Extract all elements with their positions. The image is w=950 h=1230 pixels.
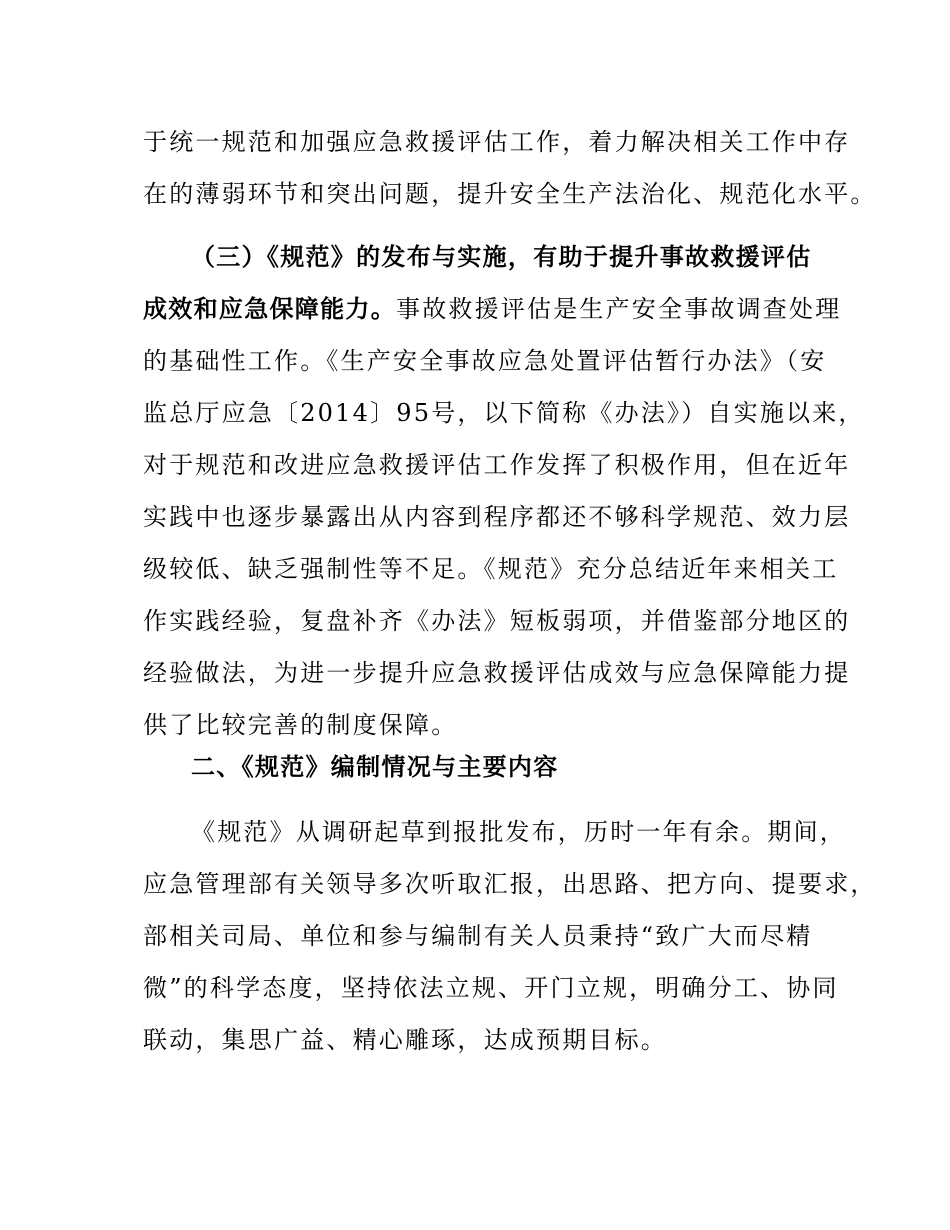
paragraph-line: 监总厅应急〔2014〕95号，以下简称《办法》）自实施以来， [143,399,865,427]
paragraph-line: 部相关司局、单位和参与编制有关人员秉持“致广大而尽精 [143,922,813,950]
paragraph-line: 经验做法，为进一步提升应急救援评估成效与应急保障能力提 [143,659,851,687]
section-heading [143,741,823,793]
paragraph-line: 微”的科学态度，坚持依法立规、开门立规，明确分工、协同 [143,974,839,1002]
paragraph-line: 作实践经验，复盘补齐《办法》短板弱项，并借鉴部分地区的 [143,607,851,635]
paragraph-line: 《规范》从调研起草到报批发布，历时一年有余。期间， [191,818,846,846]
section-two-heading: 二、《规范》编制情况与主要内容 [191,753,559,781]
paragraph-line: 供了比较完善的制度保障。 [143,711,458,739]
paragraph-text: 事故救援评估是生产安全事故调查处理 [396,295,842,323]
paragraph-continuation [143,116,877,220]
section-three-title-end: 成效和应急保障能力。 [143,295,396,323]
paragraph-line: 实践中也逐步暴露出从内容到程序都还不够科学规范、效力层 [143,503,851,531]
paragraph-line: 对于规范和改进应急救援评估工作发挥了积极作用，但在近年 [143,451,851,479]
paragraph-line: 联动，集思广益、精心雕琢，达成预期目标。 [143,1026,667,1054]
paragraph-line: 在的薄弱环节和突出问题，提升安全生产法治化、规范化水平。 [143,180,877,208]
paragraph-line: 的基础性工作。《生产安全事故应急处置评估暂行办法》（安 [143,347,827,375]
section-three-title: （三）《规范》的发布与实施，有助于提升事故救援评估 [191,243,812,271]
paragraph-section-three [143,231,865,751]
paragraph-line: 于统一规范和加强应急救援评估工作，着力解决相关工作中存 [143,128,851,156]
paragraph-compilation [143,806,877,1066]
paragraph-line: 应急管理部有关领导多次听取汇报，出思路、把方向、提要求， [143,870,877,898]
paragraph-line: 级较低、缺乏强制性等不足。《规范》充分总结近年来相关工 [143,555,839,583]
